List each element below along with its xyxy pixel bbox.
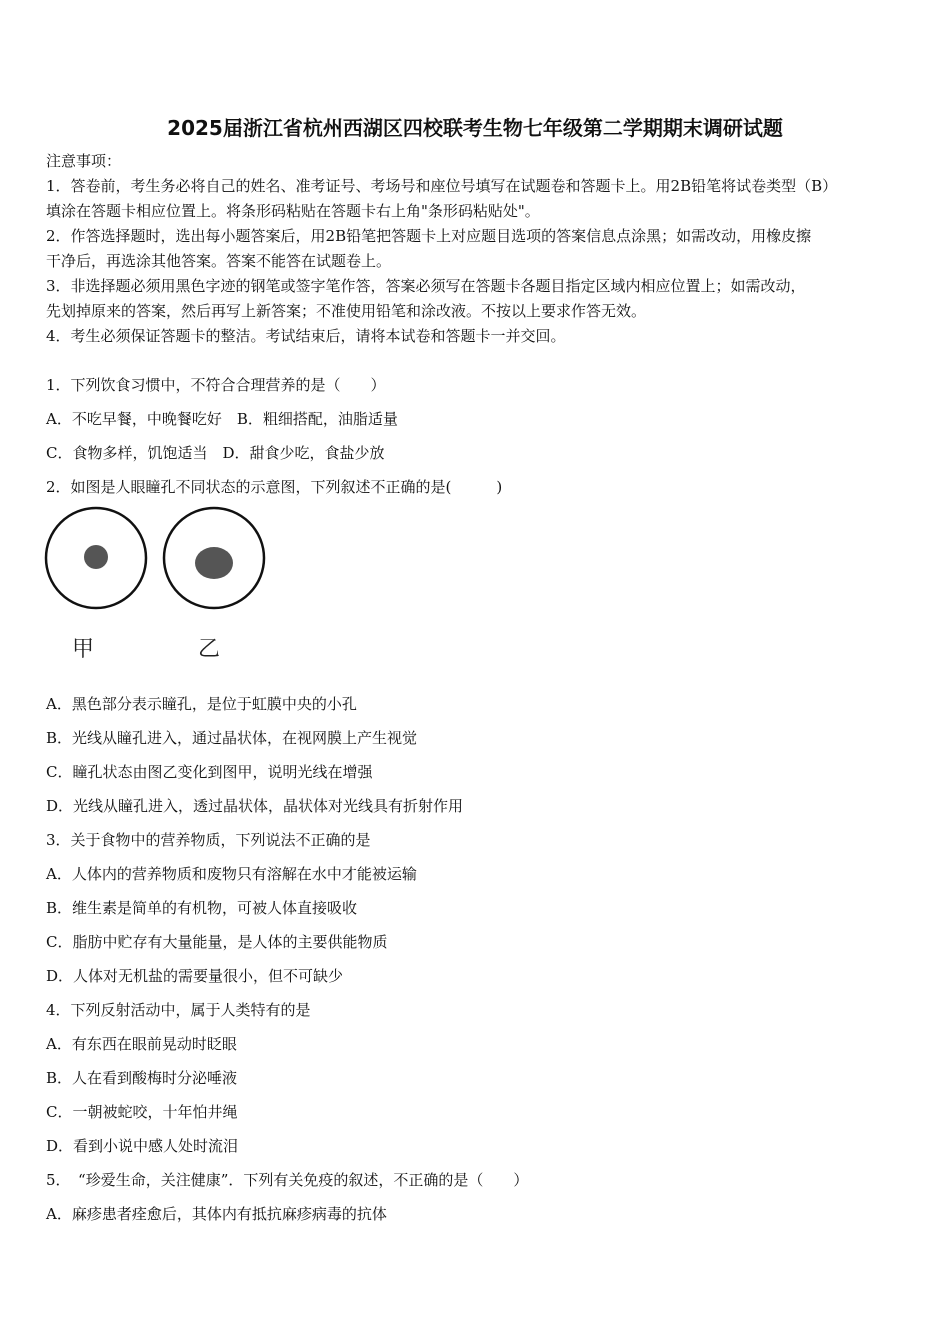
notice-heading: 注意事项：: [46, 152, 122, 170]
figure-label-jia: 甲: [72, 637, 95, 662]
question-2-option-d: D．光线从瞳孔进入，透过晶状体，晶状体对光线具有折射作用: [46, 797, 464, 815]
question-3-option-d: D．人体对无机盐的需要量很小，但不可缺少: [46, 967, 344, 985]
notice-line: 3．非选择题必须用黑色字迹的钢笔或签字笔作答，答案必须写在答题卡各题目指定区域内相应位置上；如需改动，: [46, 277, 806, 295]
notice-line: 4．考生必须保证答题卡的整洁。考试结束后，请将本试卷和答题卡一并交回。: [46, 327, 566, 345]
question-4-option-b: B．人在看到酸梅时分泌唾液: [46, 1069, 238, 1087]
question-1-options-row-2: C．食物多样，饥饱适当 D．甜食少吃，食盐少放: [46, 444, 385, 462]
notice-line: 2．作答选择题时，选出每小题答案后，用2B铅笔把答题卡上对应题目选项的答案信息点涂黑；如需改动，用橡皮擦: [46, 227, 812, 245]
pupil-yi: [195, 547, 233, 579]
question-5-option-a: A．麻疹患者痊愈后，其体内有抵抗麻疹病毒的抗体: [46, 1205, 387, 1223]
question-1-stem: 1．下列饮食习惯中，不符合合理营养的是（ ）: [46, 376, 386, 394]
question-2-option-a: A．黑色部分表示瞳孔，是位于虹膜中央的小孔: [46, 695, 357, 713]
question-3-stem: 3．关于食物中的营养物质，下列说法不正确的是: [46, 831, 371, 849]
question-5-stem: 5． “珍爱生命，关注健康”．下列有关免疫的叙述，不正确的是（ ）: [46, 1171, 529, 1189]
notice-line: 填涂在答题卡相应位置上。将条形码粘贴在答题卡右上角"条形码粘贴处"。: [46, 202, 540, 220]
question-4-option-c: C．一朝被蛇咬，十年怕井绳: [46, 1103, 238, 1121]
pupil-figure: [40, 500, 280, 662]
question-4-option-a: A．有东西在眼前晃动时眨眼: [46, 1035, 237, 1053]
notice-line: 1．答卷前，考生务必将自己的姓名、准考证号、考场号和座位号填写在试题卷和答题卡上。用2B铅笔将试卷类型（B）: [46, 177, 838, 195]
question-2-option-b: B．光线从瞳孔进入，通过晶状体，在视网膜上产生视觉: [46, 729, 418, 747]
question-3-option-a: A．人体内的营养物质和废物只有溶解在水中才能被运输: [46, 865, 417, 883]
page-title: 2025届浙江省杭州西湖区四校联考生物七年级第二学期期末调研试题: [167, 116, 783, 140]
question-4-stem: 4．下列反射活动中，属于人类特有的是: [46, 1001, 311, 1019]
figure-label-yi: 乙: [198, 637, 221, 662]
question-2-stem: 2．如图是人眼瞳孔不同状态的示意图，下列叙述不正确的是( ): [46, 478, 503, 496]
pupil-diagram-svg: [40, 500, 280, 620]
question-4-option-d: D．看到小说中感人处时流泪: [46, 1137, 239, 1155]
notice-line: 先划掉原来的答案，然后再写上新答案；不准使用铅笔和涂改液。不按以上要求作答无效。: [46, 302, 647, 320]
question-1-options-row-1: A．不吃早餐，中晚餐吃好 B．粗细搭配，油脂适量: [46, 410, 398, 428]
question-3-option-c: C．脂肪中贮存有大量能量，是人体的主要供能物质: [46, 933, 388, 951]
question-3-option-b: B．维生素是简单的有机物，可被人体直接吸收: [46, 899, 358, 917]
question-2-option-c: C．瞳孔状态由图乙变化到图甲，说明光线在增强: [46, 763, 373, 781]
notice-line: 干净后，再选涂其他答案。答案不能答在试题卷上。: [46, 252, 392, 270]
pupil-jia: [84, 545, 108, 569]
